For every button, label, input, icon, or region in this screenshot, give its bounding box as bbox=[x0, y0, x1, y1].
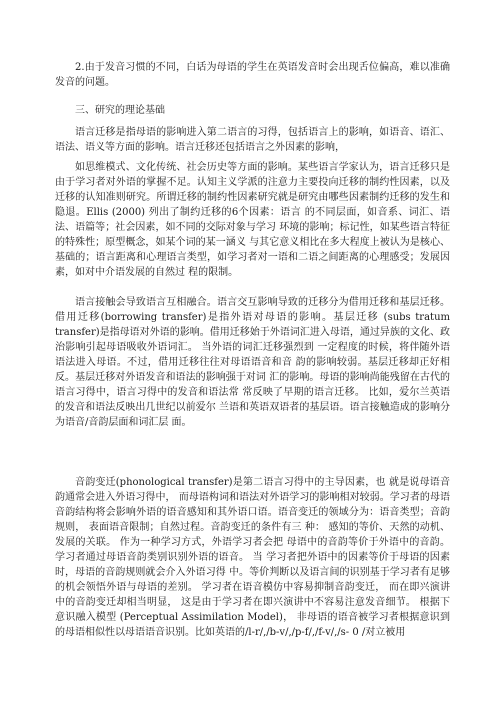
section-heading: 三、研究的理论基础 bbox=[75, 105, 165, 116]
paragraph-phonological-transfer: 音韵变迁(phonological transfer)是第二语言习得中的主导因素，也 就是说母语音韵通常会进入外语习得中， 而母语构词和语法对外语学习的影响相对较弱。学习者的母语音韵结构将会影响外语的语音感知和其外语口语。语音变迁的领域分为：语音类型；音韵规则， 表面语音限制；自然过程。音韵变迁的条件有三 种： 感知的等价、天然的动机、发展的关联。 作为一种学习方式，外语学习者会把 母语中的音韵等价于外语中的音韵。学习者通过母语音韵类别识别外语的语音。 当 学习者把外语中的因素等价于母语的因素时，母语的音韵规则就会介入外语习得 中。等价判断以及语言间的识别基于学习者有足够的机会领悟外语与母语的差别。 学习者在语音模仿中容易抑制音韵变迁， 而在即兴演讲中的音韵变迁却相当明显， 这是由于学习者在即兴演讲中不容易注意发音细节。 根据下意识融入模型 (Perceptual Assimilation Model)， 非母语的语音被学习者根据意识到的母语相似性以母语语音识别。比如英语的/l-r/,/b-v/,/p-f/,/f-v/,/s- 0 /对立被用 bbox=[55, 477, 450, 638]
paragraph-cognitive-factors: 如思维模式、文化传统、社会历史等方面的影响。某些语言学家认为，语言迁移只是由于学习者对外语的掌握不足。认知主义学派的注意力主要投向迁移的制约性因素，以及迁移的认知准则研究。所谓迁移的制约性因素研究就是研究由哪些因素制约迁移的发生和隐退。Ellis (2000) 列出了制约迁移的6个因素：语言 的不同层面，如音系、词汇、语法、语篇等；社会因素，如不同的交际对象与学习 环境的影响；标记性，如某些语言特征的特殊性；原型概念，如某个词的某一涵义 与其它意义相比在多大程度上被认为是核心、基础的；语言距离和心理语言类型，如学习者对一语和二语之间距离的心理感受；发展因素，如对中介语发展的自然过 程的限制。 bbox=[55, 162, 450, 278]
paragraph-language-contact: 语言接触会导致语言互相融合。语言交互影响导致的迁移分为借用迁移和基层迁移。借用迁移(borrowing transfer)是指外语对母语的影响。基层迁移 (subs tratum transfer)是指母语对外语的影响。借用迁移始于外语词汇进入母语，通过异族的文化、政治影响引起母语吸收外语词汇。 当外语的词汇迁移强烈到 一定程度的时候，将伴随外语语法进入母语。不过，借用迁移往往对母语语音和音 韵的影响较弱。基层迁移却正好相反。基层迁移对外语发音和语法的影响强于对词 汇的影响。母语的影响尚能残留在古代的语言习得中，语言习得中的发音和语法常 常反映了早期的语言迁移。 比如，爱尔兰英语的发音和语法反映出几世纪以前爱尔 兰语和英语双语者的基层语。语言接触造成的影响分为语音/音韵层面和词汇层 面。 bbox=[55, 297, 450, 428]
intro-paragraph: 2.由于发音习惯的不同，白话为母语的学生在英语发音时会出现舌位偏高，难以准确发音的问题。 bbox=[55, 62, 450, 88]
paragraph-language-transfer: 语言迁移是指母语的影响进入第二语言的习得，包括语言上的影响，如语音、语汇、语法、语义等方面的影响。语言迁移还包括语言之外因素的影响， bbox=[55, 127, 450, 153]
